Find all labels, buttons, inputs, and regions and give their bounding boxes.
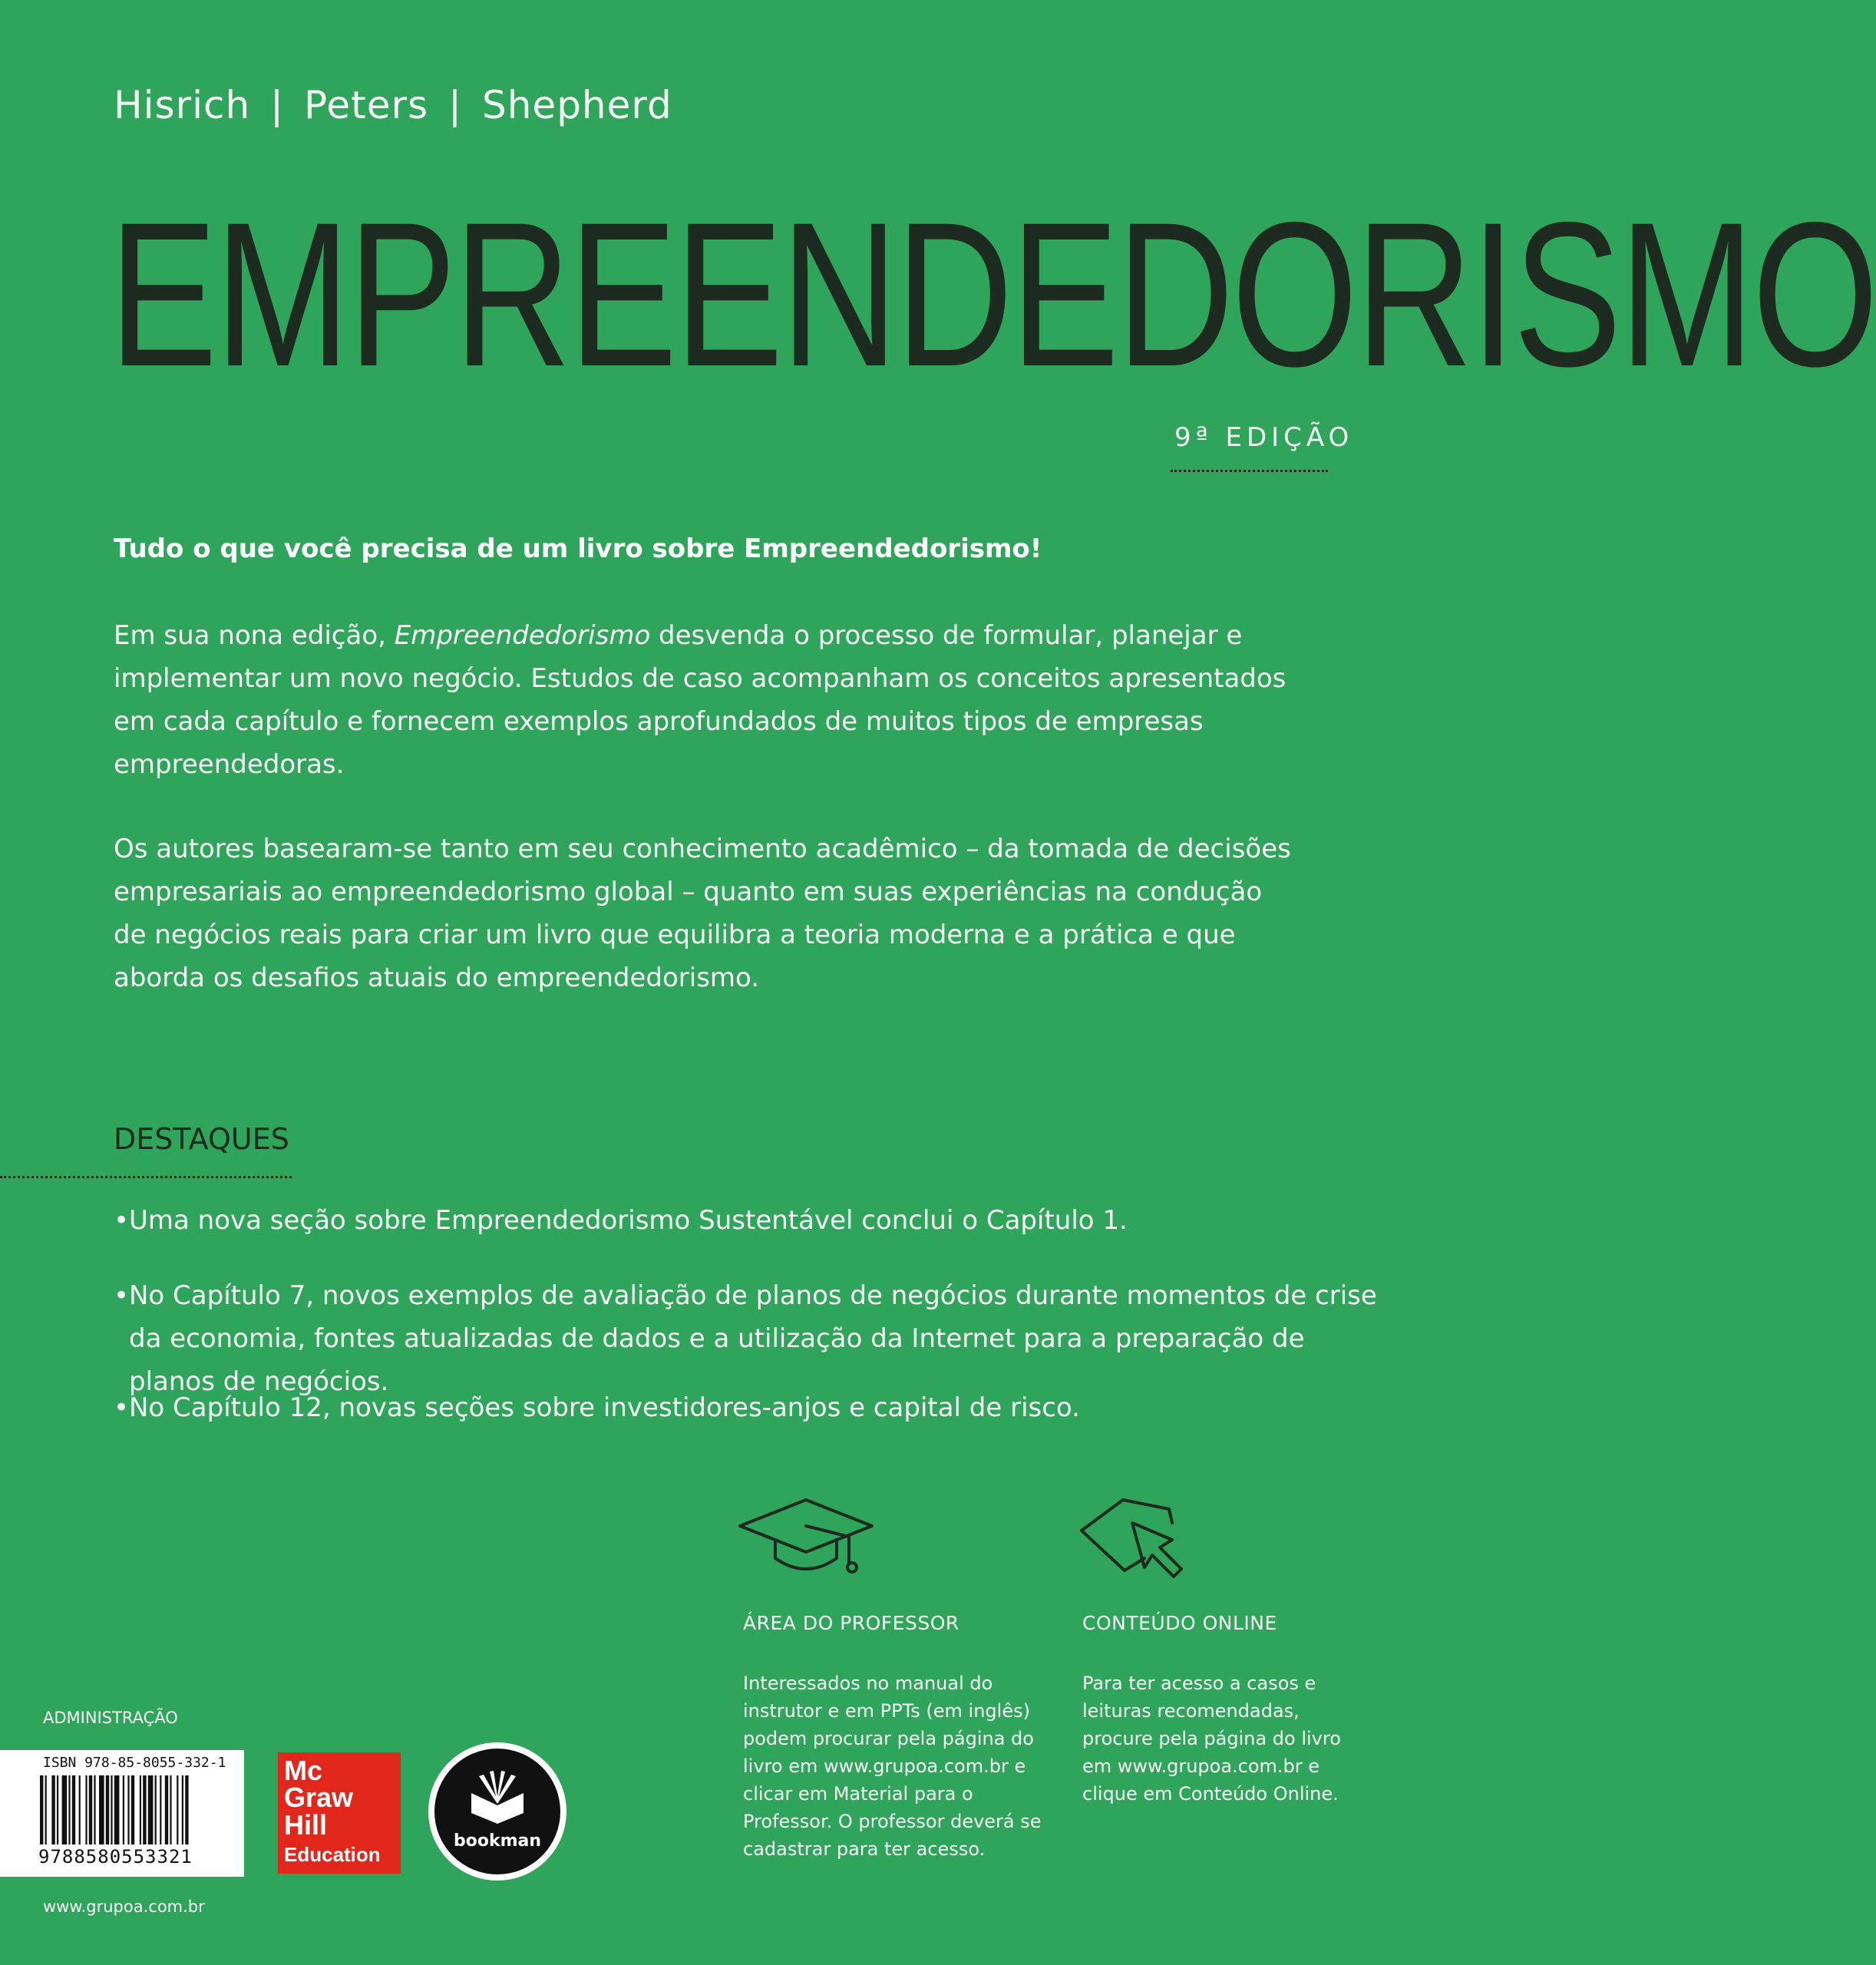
- author-name: Peters: [304, 83, 429, 127]
- paragraph-italic-title: Empreendedorismo: [394, 620, 651, 651]
- edition-label: 9ª EDIÇÃO: [1174, 422, 1354, 453]
- mcgraw-hill-logo: [278, 1752, 401, 1874]
- logo-text: Graw: [284, 1782, 354, 1813]
- professor-area-text: Interessados no manual do instrutor e em PPTs (em inglês) podem procurar pela página do livro em www.grupoa.com.br e clicar em Material para o Professor. O professor deverá se cadastrar para ter acesso.: [743, 1673, 1042, 1860]
- author-separator: |: [270, 83, 285, 127]
- online-content-text: Para ter acesso a casos e leituras recomendadas, procure pela página do livro em www.grupoa.com.br e clique em Conteúdo Online.: [1082, 1673, 1341, 1805]
- bullet-marker: •: [114, 1205, 130, 1236]
- barcode-number: 9788580553321: [38, 1846, 193, 1868]
- paragraph-text: desvenda o processo de formular, planejar e implementar um novo negócio. Estudos de caso acompanham os conceitos apresentados em cada capítulo e fornecem exemplos aprofundados de muitos tipos de empresas empreendedoras.: [114, 620, 1286, 780]
- isbn-label: ISBN 978-85-8055-332-1: [43, 1755, 226, 1771]
- author-name: Hisrich: [114, 83, 251, 127]
- author-name: Shepherd: [482, 83, 672, 127]
- description-paragraph-1: [114, 614, 1296, 786]
- lead-sentence: Tudo o que você precisa de um livro sobre Empreendedorismo!: [114, 533, 1042, 564]
- cursor-click-icon: [1078, 1497, 1217, 1589]
- book-title: EMPREENDEDORISMO: [109, 179, 1876, 409]
- authors-line: [114, 83, 672, 127]
- edition-divider: [1171, 470, 1328, 472]
- open-book-icon: [465, 1770, 530, 1827]
- barcode-icon: [40, 1775, 236, 1844]
- highlights-heading: DESTAQUES: [114, 1122, 289, 1156]
- professor-area-heading: ÁREA DO PROFESSOR: [743, 1612, 959, 1634]
- subject-category: ADMINISTRAÇÃO: [43, 1709, 178, 1727]
- highlight-item: [114, 1386, 1403, 1429]
- author-separator: |: [448, 83, 462, 127]
- bullet-marker: •: [114, 1392, 130, 1423]
- highlight-text: No Capítulo 12, novas seções sobre investidores-anjos e capital de risco.: [129, 1392, 1080, 1423]
- bullet-marker: •: [114, 1280, 130, 1311]
- paragraph-text: Em sua nona edição,: [114, 620, 395, 651]
- bookman-logo: [428, 1742, 566, 1881]
- graduation-cap-icon: [737, 1497, 875, 1589]
- description-paragraph-2: Os autores basearam-se tanto em seu conhecimento acadêmico – da tomada de decisões empresariais ao empreendedorismo global – quanto em suas experiências na condução de negócios reais para criar um livro que equilibra a teoria moderna e a prática e que aborda os desafios atuais do empreendedorismo.: [114, 834, 1291, 993]
- logo-text: Education: [284, 1843, 381, 1866]
- highlight-text: Uma nova seção sobre Empreendedorismo Sustentável conclui o Capítulo 1.: [129, 1205, 1128, 1236]
- publisher-website: www.grupoa.com.br: [43, 1897, 205, 1916]
- highlight-item: [114, 1199, 1403, 1242]
- logo-text: Mc: [284, 1755, 323, 1786]
- online-content-heading: CONTEÚDO ONLINE: [1082, 1612, 1277, 1634]
- highlights-divider: [0, 1176, 292, 1178]
- bookman-wordmark: bookman: [453, 1831, 542, 1851]
- highlight-item: [114, 1274, 1403, 1403]
- highlight-text: No Capítulo 7, novos exemplos de avaliação de planos de negócios durante momentos de crise da economia, fontes atualizadas de dados e a utilização da Internet para a preparação de planos de negócios.: [129, 1280, 1377, 1397]
- logo-text: Hill: [284, 1809, 328, 1841]
